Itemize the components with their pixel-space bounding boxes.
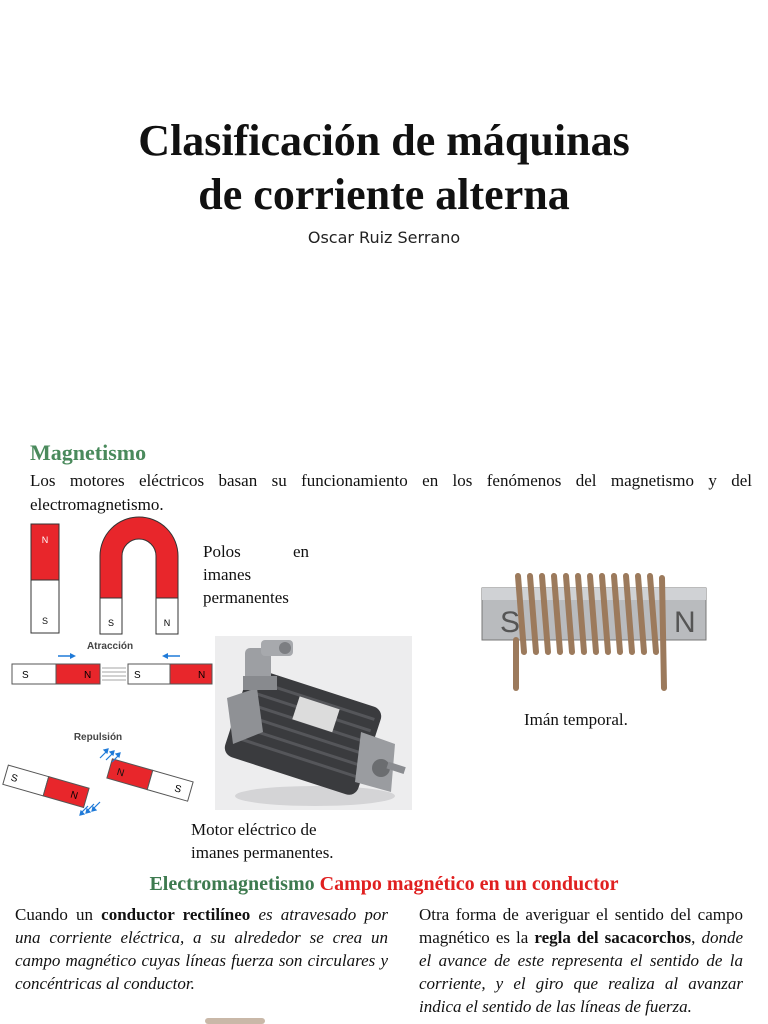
attraction-s1: S (22, 670, 29, 681)
intro-paragraph: Los motores eléctricos basan su funcionamiento en los fenómenos del magnetismo y del electromagnetismo. (30, 471, 752, 514)
en-word: en (292, 542, 309, 561)
bar-magnet-illustration (30, 523, 60, 634)
bar-magnet-s-label: S (41, 616, 49, 626)
right-italic-1: donde el avance de este representa el sentido de la corriente, y el giro que realiza al avanzar indica el sentido de las líneas de fuerza. (419, 928, 743, 1016)
right-text-1: Otra forma de averiguar el sentido del campo magnético es la (419, 905, 743, 947)
left-italic-1: es atravesado por una corriente eléctrica, a su alrededor se crea un campo magnético cuyas líneas fuerza son circulares y concéntricas al conductor. (15, 905, 389, 993)
author: Oscar Ruiz Serrano (307, 228, 461, 247)
repulsion-n1: N (69, 789, 80, 803)
left-bold-1: conductor rectilíneo (101, 905, 251, 924)
repulsion-label: Repulsión (73, 732, 123, 743)
right-column-text (419, 903, 743, 1018)
bottom-image-fragment (205, 1018, 265, 1024)
right-bold-1: regla del sacacorchos (534, 928, 692, 947)
imanes-word: imanes (203, 565, 252, 584)
horseshoe-s-label: S (107, 618, 115, 628)
polos-word: Polos (203, 542, 241, 561)
permanentes-word: permanentes (203, 588, 289, 607)
attraction-s2: S (134, 670, 141, 681)
coil-magnet-illustration (478, 570, 710, 694)
attraction-diagram (10, 636, 215, 688)
polos-caption (203, 540, 309, 609)
title-line-2: de corriente alterna (198, 170, 570, 219)
repulsion-s1: S (9, 772, 19, 785)
right-text-2: , (691, 928, 696, 947)
horseshoe-n-label: N (163, 618, 171, 628)
temporary-magnet-caption: Imán temporal. (524, 710, 628, 729)
attraction-n2: N (198, 670, 206, 681)
left-column-text (15, 903, 388, 995)
coil-n-label: N (674, 606, 696, 639)
motor-caption-line-2: imanes permanentes. (191, 843, 334, 862)
left-text-1: Cuando un (15, 905, 94, 924)
coil-s-label: S (500, 606, 521, 639)
section-heading-magnetismo: Magnetismo (30, 440, 147, 465)
heading-electromagnetismo: Electromagnetismo (149, 873, 315, 895)
attraction-label: Atracción (86, 641, 134, 652)
horseshoe-magnet-illustration (96, 514, 182, 636)
motor-caption (191, 818, 391, 864)
section-heading-electromagnetismo (0, 873, 768, 896)
attraction-n1: N (84, 670, 92, 681)
motor-photo (215, 636, 412, 810)
repulsion-s2: S (173, 783, 183, 796)
title-line-1: Clasificación de máquinas (138, 116, 630, 165)
bar-magnet-n-label: N (41, 535, 49, 545)
motor-caption-line-1: Motor eléctrico de (191, 820, 317, 839)
heading-campo-magnetico: Campo magnético en un conductor (319, 873, 619, 895)
page-title (0, 114, 768, 222)
repulsion-n2: N (115, 766, 126, 780)
repulsion-diagram (0, 728, 205, 820)
